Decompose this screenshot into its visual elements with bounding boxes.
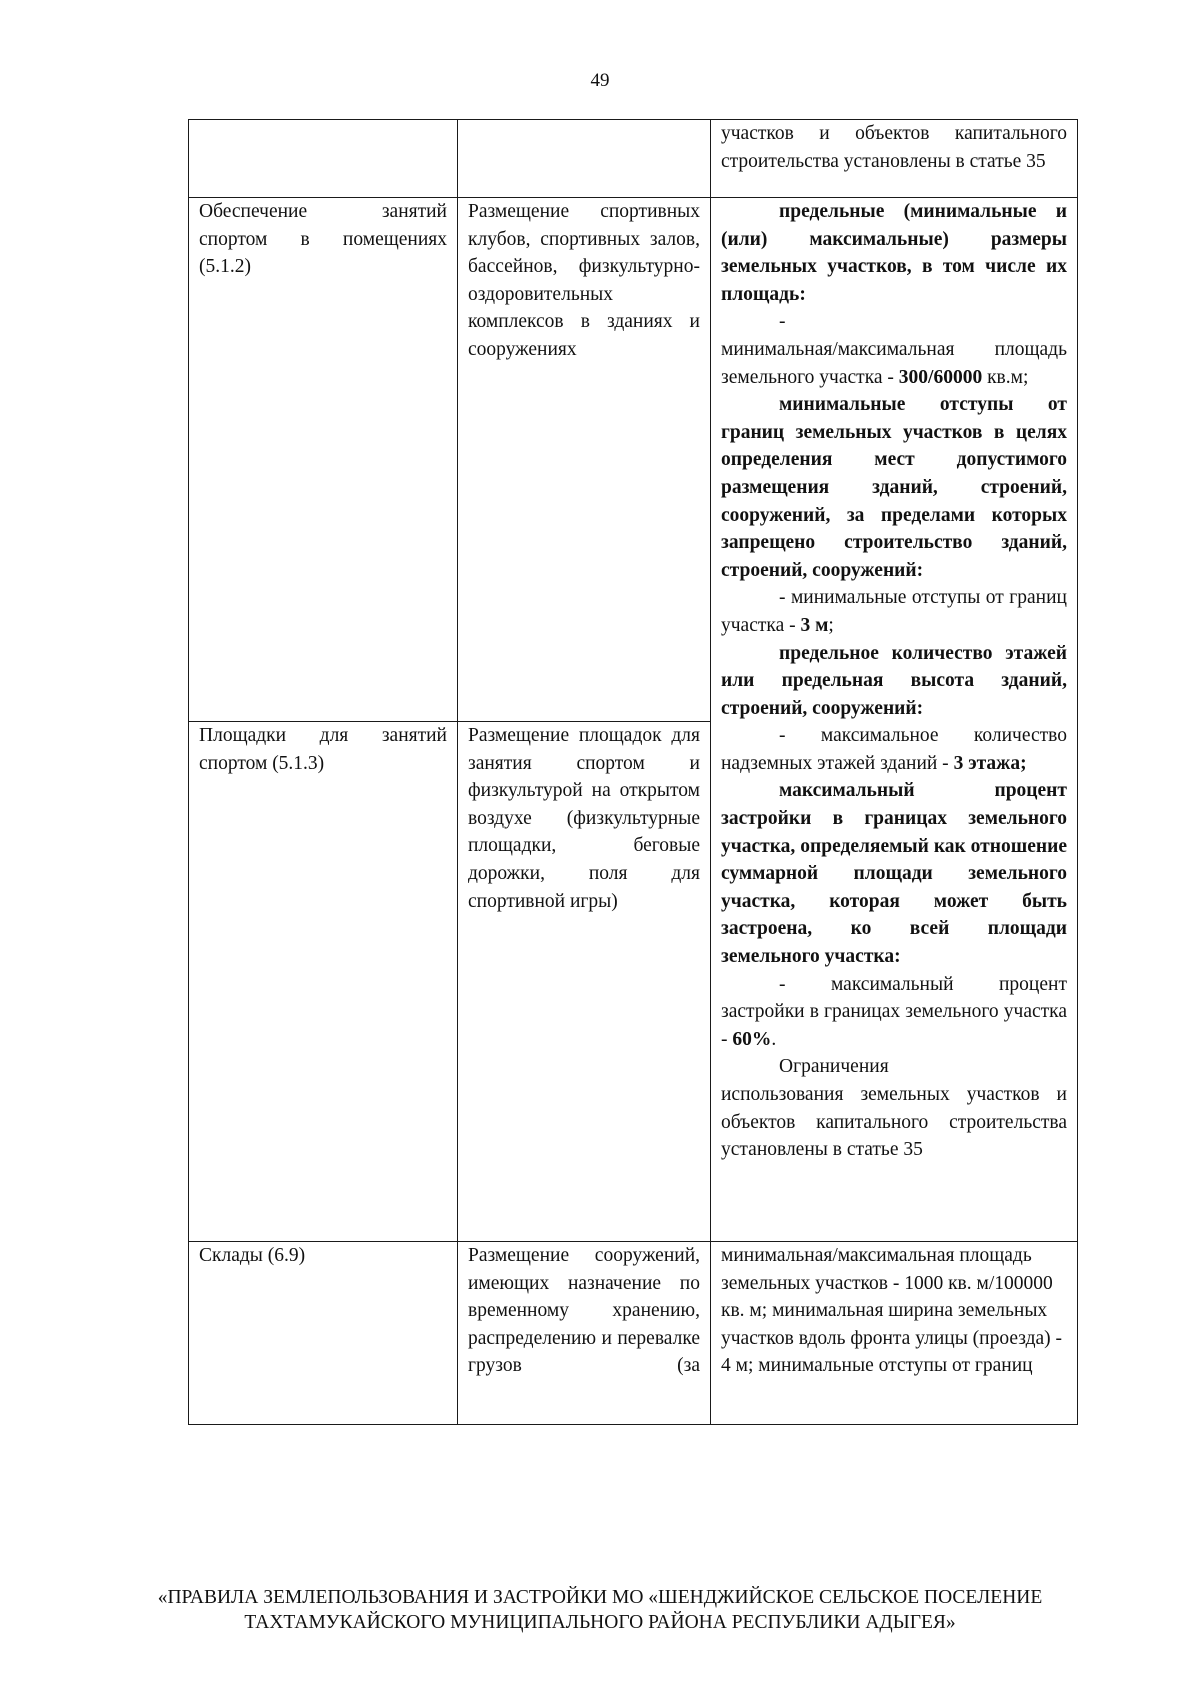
restrictions-text: использования земельных участков и объектов капитального строительства установлены в статье 35 bbox=[721, 1084, 1067, 1161]
use-description-cell bbox=[458, 722, 711, 1242]
setback-tail: ; bbox=[828, 614, 834, 636]
use-description-text: Размещение спортивных клубов, спортивных залов, бассейнов, физкультурно-оздоровительных комплексов в зданиях и сооружениях bbox=[468, 201, 700, 360]
table-row bbox=[189, 1242, 1078, 1425]
use-type-text: Обеспечение занятий спортом в помещениях (5.1.2) bbox=[199, 201, 447, 278]
use-type-cell bbox=[189, 1242, 458, 1425]
footer-line-2: ТАХТАМУКАЙСКОГО МУНИЦИПАЛЬНОГО РАЙОНА РЕСПУБЛИКИ АДЫГЕЯ» bbox=[244, 1612, 956, 1633]
footer-line-1: «ПРАВИЛА ЗЕМЛЕПОЛЬЗОВАНИЯ И ЗАСТРОЙКИ МО «ШЕНДЖИЙСКОЕ СЕЛЬСКОЕ ПОСЕЛЕНИЕ bbox=[157, 1587, 1043, 1608]
coverage-heading: максимальный процент застройки в границах земельного участка, определяемый как отношение суммарной площади земельного участка, которая может быть застроена, ко всей площади земельного участка: bbox=[721, 780, 1067, 968]
table-row bbox=[189, 198, 1078, 722]
floors-value: 3 этажа; bbox=[953, 752, 1027, 774]
coverage-parameter bbox=[721, 971, 1067, 1054]
parameters-cell bbox=[711, 198, 1078, 1242]
setback-label: - минимальные отступы от границ участка - bbox=[721, 587, 1067, 636]
use-description-text: Размещение площадок для занятия спортом и физкультурой на открытом воздухе (физкультурные площадки, беговые дорожки, поля для спортивной игры) bbox=[468, 725, 700, 912]
area-label: минимальная/максимальная площадь земельного участка - bbox=[721, 338, 1067, 388]
use-description-cell bbox=[458, 120, 711, 198]
use-type-cell bbox=[189, 722, 458, 1242]
floors-label: - максимальное количество надземных этажей зданий - bbox=[721, 725, 1067, 774]
use-type-cell bbox=[189, 198, 458, 722]
setback-parameter bbox=[721, 584, 1067, 639]
coverage-tail: . bbox=[771, 1028, 777, 1050]
table-row bbox=[189, 120, 1078, 198]
floors-heading: предельное количество этажей или предельная высота зданий, строений, сооружений: bbox=[721, 642, 1067, 719]
restrictions-heading: Ограничения bbox=[779, 1056, 889, 1078]
size-heading: предельные (минимальные и (или) максимальные) размеры земельных участков, в том числе их площадь: bbox=[721, 201, 1067, 305]
area-value: 300/60000 bbox=[898, 366, 983, 388]
area-parameter bbox=[721, 336, 1067, 391]
area-unit: кв.м; bbox=[987, 366, 1029, 388]
coverage-label: - максимальный процент застройки в границах земельного участка - bbox=[721, 973, 1067, 1050]
floors-parameter bbox=[721, 722, 1067, 777]
use-description-cell bbox=[458, 198, 711, 722]
use-description-cell bbox=[458, 1242, 711, 1425]
parameters-cell bbox=[711, 1242, 1078, 1425]
use-type-text: Склады (6.9) bbox=[199, 1245, 306, 1266]
restrictions-continuation: участков и объектов капитального строительства установлены в статье 35 bbox=[721, 123, 1067, 172]
coverage-value: 60% bbox=[732, 1028, 772, 1050]
use-type-cell bbox=[189, 120, 458, 198]
use-type-text: Площадки для занятий спортом (5.1.3) bbox=[199, 725, 447, 774]
parameters-cell bbox=[711, 120, 1078, 198]
dash-marker: - bbox=[779, 311, 786, 333]
setback-heading: минимальные отступы от границ земельных участков в целях определения мест допустимого размещения зданий, строений, сооружений, за пределами которых запрещено строительство зданий, строений, сооружений: bbox=[721, 394, 1067, 581]
document-footer bbox=[0, 1585, 1200, 1635]
setback-value: 3 м bbox=[800, 614, 829, 636]
use-description-text: Размещение сооружений, имеющих назначение по временному хранению, распределению и перевалке грузов (за bbox=[468, 1245, 700, 1377]
land-use-table bbox=[188, 119, 1078, 1425]
warehouse-parameters: минимальная/максимальная площадь земельных участков - 1000 кв. м/100000 кв. м; минимальная ширина земельных участков вдоль фронта улицы (проезда) - 4 м; минимальные отступы от границ bbox=[721, 1245, 1063, 1377]
page-number: 49 bbox=[590, 70, 610, 91]
